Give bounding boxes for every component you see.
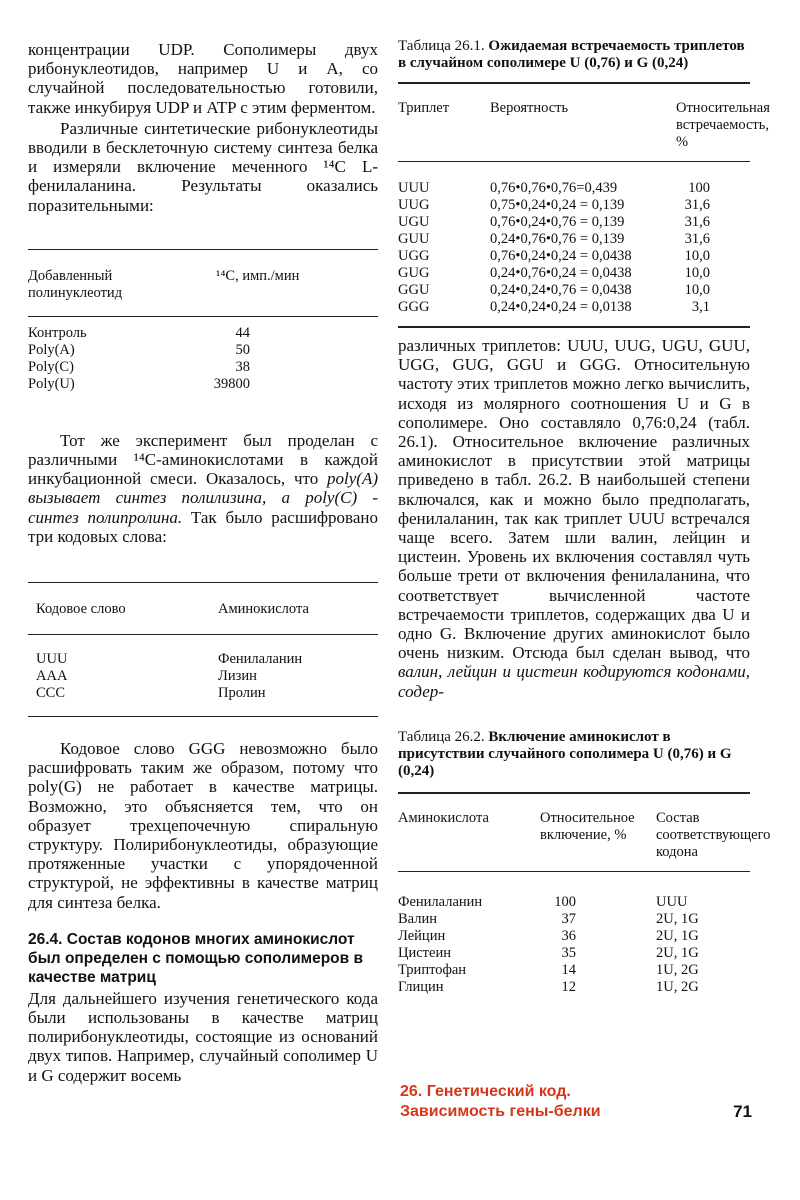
table-26-2-col3-header: Состав соответствующего кодона <box>656 809 771 860</box>
amino-acid-cell: Валин <box>398 910 437 927</box>
chapter-title-line-1: 26. Генетический код. <box>400 1083 571 1100</box>
table-26-1-caption-title: Ожидаемая встречаемость триплетов в случайном сополимере U (0,76) и G (0,24) <box>398 38 745 71</box>
table-a-col2-header: ¹⁴C, имп./мин <box>216 267 300 284</box>
inclusion-cell: 14 <box>561 961 576 978</box>
counts-cell: 38 <box>235 358 250 375</box>
polynucleotide-cell: Poly(U) <box>28 375 75 392</box>
table-row <box>28 359 378 376</box>
probability-cell: 0,76•0,24•0,24 = 0,0438 <box>490 248 632 264</box>
table-26-1-col3-header: Относительная встречаемость, % <box>676 100 770 150</box>
table-26-2-col1-header: Аминокислота <box>398 809 489 826</box>
triplet-cell: GGG <box>398 299 430 315</box>
table-row <box>398 265 750 282</box>
amino-acid-cell: Фенилаланин <box>398 893 483 910</box>
frequency-cell: 31,6 <box>684 197 710 213</box>
probability-cell: 0,24•0,24•0,24 = 0,0138 <box>490 299 632 315</box>
codon-cell: 1U, 2G <box>656 978 699 995</box>
table-a <box>28 249 378 393</box>
probability-cell: 0,24•0,24•0,76 = 0,0438 <box>490 282 632 298</box>
table-b-header-rule <box>28 634 378 635</box>
table-26-1-col2-header: Вероятность <box>490 100 569 116</box>
frequency-cell: 3,1 <box>691 299 710 315</box>
table-row <box>398 180 750 197</box>
inclusion-cell: 100 <box>554 893 576 910</box>
table-row <box>398 248 750 265</box>
table-26-2 <box>398 728 771 996</box>
table-b-top-rule <box>28 582 378 583</box>
table-26-2-header <box>398 809 771 861</box>
table-row <box>28 325 378 342</box>
codon-cell: 1U, 2G <box>656 961 699 978</box>
table-26-1-caption-prefix: Таблица 26.1. <box>398 38 485 54</box>
table-26-2-header-rule <box>398 871 750 872</box>
triplet-cell: UGU <box>398 214 430 230</box>
table-26-2-col2-header: Относительное включение, % <box>540 809 635 843</box>
table-row <box>28 376 378 393</box>
amino-acid-cell: Глицин <box>398 978 444 995</box>
table-row <box>398 299 750 316</box>
paragraph-5: Для дальнейшего изучения генетического кода были использованы в качестве матриц полирибонуклеотиды, состоящие из оснований двух типов. Например, случайный сополимер U и G содержит восемь <box>28 988 378 1085</box>
table-a-header-rule <box>28 316 378 317</box>
paragraph-3-end: Так было расшифровано три кодовых слова: <box>28 507 378 546</box>
table-row <box>28 685 378 702</box>
codon-cell: 2U, 1G <box>656 944 699 961</box>
table-a-header <box>28 268 378 302</box>
section-heading: 26.4. Состав кодонов многих аминокислот был определен с помощью сополимеров в качестве матриц <box>28 930 363 986</box>
triplet-cell: UUU <box>398 180 430 196</box>
paragraph-3-start: Тот же эксперимент был проделан с различными ¹⁴C-аминокислотами в каждой инкубационной смеси. Оказалось, что <box>28 430 378 489</box>
table-row <box>398 214 750 231</box>
page-number: 71 <box>733 1102 752 1121</box>
table-b-col2-header: Аминокислота <box>218 601 309 618</box>
table-26-1-caption <box>398 38 750 72</box>
table-row <box>398 282 750 299</box>
polynucleotide-cell: Контроль <box>28 324 87 341</box>
table-row <box>398 928 750 945</box>
table-row <box>398 894 750 911</box>
triplet-cell: GUU <box>398 231 430 247</box>
codon-cell: 2U, 1G <box>656 910 699 927</box>
page-footer <box>400 1082 752 1122</box>
codon-cell: UUU <box>656 893 688 910</box>
probability-cell: 0,76•0,24•0,76 = 0,139 <box>490 214 625 230</box>
inclusion-cell: 37 <box>561 910 576 927</box>
table-26-2-caption <box>398 729 750 780</box>
table-b <box>28 582 378 717</box>
paragraph-6 <box>398 336 750 701</box>
frequency-cell: 31,6 <box>684 231 710 247</box>
table-26-2-body <box>398 894 750 996</box>
triplet-cell: GUG <box>398 265 430 281</box>
table-26-1-header <box>398 100 770 151</box>
probability-cell: 0,24•0,76•0,76 = 0,139 <box>490 231 625 247</box>
table-b-header <box>28 601 378 618</box>
counts-cell: 50 <box>235 341 250 358</box>
paragraph-1: концентрации UDP. Сополимеры двух рибонуклеотидов, например U и A, со случайной последовательностью готовили, также инкубируя UDP и ATP с этим ферментом. <box>28 40 378 117</box>
table-row <box>398 979 750 996</box>
table-26-1-body <box>398 180 750 316</box>
probability-cell: 0,75•0,24•0,24 = 0,139 <box>490 197 625 213</box>
inclusion-cell: 12 <box>561 978 576 995</box>
frequency-cell: 10,0 <box>684 282 710 298</box>
codeword-cell: UUU <box>36 651 68 668</box>
table-row <box>398 231 750 248</box>
table-b-col1-header: Кодовое слово <box>36 601 126 618</box>
paragraph-3 <box>28 431 378 546</box>
table-row <box>398 945 750 962</box>
polynucleotide-cell: Poly(A) <box>28 341 75 358</box>
triplet-cell: UUG <box>398 197 430 213</box>
table-b-body <box>28 651 378 702</box>
paragraph-2: Различные синтетические рибонуклеотиды вводили в бесклеточную систему синтеза белка и измеряли включение меченного ¹⁴C L-фенилаланина. Результаты оказались поразительными: <box>28 118 378 215</box>
inclusion-cell: 36 <box>561 927 576 944</box>
frequency-cell: 100 <box>688 180 710 196</box>
counts-cell: 39800 <box>213 375 250 392</box>
frequency-cell: 10,0 <box>684 248 710 264</box>
table-row <box>28 651 378 668</box>
table-a-top-rule <box>28 249 378 250</box>
paragraph-6-text: различных триплетов: UUU, UUG, UGU, GUU, UGG, GUG, GGU и GGG. Относительную частоту этих триплетов можно легко вычислить, исходя из молярного соотношения U и G в сополимере. Оно составляло 0,76:0,24 (табл. 26.1). Относительное включение различных аминокислот в присутствии этой матрицы приведено в табл. 26.2. В наибольшей степени включался, как и можно было предполагать, фенилаланин, так как триплет UUU встречался чаще всего. Затем шли валин, лейцин и цистеин. Уровень их включения составлял чуть больше трети от включения фенилаланина, что соответствует вычисленной частоте встречаемости триплетов, содержащих два U и одно G. Включение других аминокислот было очень низким. Отсюда был сделан вывод, что <box>398 336 750 663</box>
amino-acid-cell: Фенилаланин <box>218 651 303 668</box>
paragraph-6-emphasis: валин, лейцин и цистеин кодируются кодонами, содер- <box>398 662 750 701</box>
codon-cell: 2U, 1G <box>656 927 699 944</box>
table-a-col1-header: Добавленный полинуклеотид <box>28 267 123 301</box>
table-26-1-bottom-rule <box>398 326 750 328</box>
triplet-cell: GGU <box>398 282 430 298</box>
chapter-title-line-2: Зависимость гены-белки <box>400 1103 601 1120</box>
amino-acid-cell: Цистеин <box>398 944 451 961</box>
table-row <box>28 668 378 685</box>
amino-acid-cell: Лизин <box>218 668 257 685</box>
table-26-2-caption-title: Включение аминокислот в присутствии случайного сополимера U (0,76) и G (0,24) <box>398 728 732 779</box>
table-row <box>398 911 750 928</box>
counts-cell: 44 <box>235 324 250 341</box>
table-row <box>398 962 750 979</box>
codeword-cell: AAA <box>36 668 68 685</box>
table-a-body <box>28 325 378 393</box>
codeword-cell: CCC <box>36 685 66 702</box>
amino-acid-cell: Пролин <box>218 685 266 702</box>
amino-acid-cell: Лейцин <box>398 927 446 944</box>
table-26-1-top-rule <box>398 82 750 84</box>
inclusion-cell: 35 <box>561 944 576 961</box>
left-column <box>28 38 378 1085</box>
table-row <box>28 342 378 359</box>
frequency-cell: 31,6 <box>684 214 710 230</box>
triplet-cell: UGG <box>398 248 430 264</box>
paragraph-3-emphasis: poly(A) вызывает синтез полилизина, а poly(C) - синтез полипролина. <box>28 469 378 527</box>
table-26-2-top-rule <box>398 792 750 794</box>
probability-cell: 0,24•0,76•0,24 = 0,0438 <box>490 265 632 281</box>
table-26-1-col1-header: Триплет <box>398 100 450 116</box>
table-26-1-header-rule <box>398 161 750 162</box>
polynucleotide-cell: Poly(C) <box>28 358 74 375</box>
table-row <box>398 197 750 214</box>
right-column <box>398 38 771 996</box>
table-b-bottom-rule <box>28 716 378 717</box>
table-26-1 <box>398 38 770 328</box>
probability-cell: 0,76•0,76•0,76=0,439 <box>490 180 618 196</box>
paragraph-4: Кодовое слово GGG невозможно было расшифровать таким же образом, потому что poly(G) не работает в качестве матрицы. Возможно, это объясняется тем, что он образует трехцепочечную спиральную структуру. Полирибонуклеотиды, образующие протяженные участки с упорядоченной структурой, не эффективны в качестве матриц для синтеза белка. <box>28 739 378 912</box>
table-26-2-caption-prefix: Таблица 26.2. <box>398 728 485 745</box>
amino-acid-cell: Триптофан <box>398 961 467 978</box>
frequency-cell: 10,0 <box>684 265 710 281</box>
